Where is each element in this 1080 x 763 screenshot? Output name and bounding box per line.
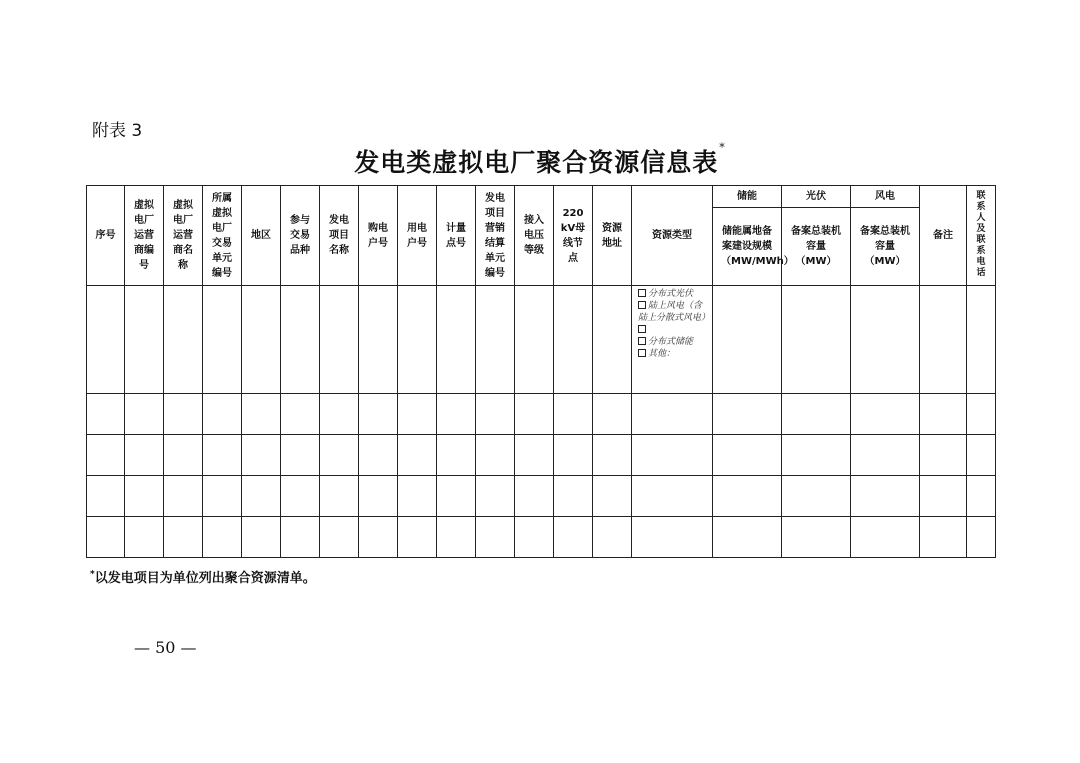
page-number: — 50 —: [134, 638, 197, 657]
document-title: [0, 143, 1080, 179]
header-operator-id: 虚拟电厂运营商编号: [125, 186, 164, 286]
header-resource-type: 资源类型: [632, 186, 713, 286]
header-serial: 序号: [87, 186, 125, 286]
header-remark: 备注: [920, 186, 967, 286]
option-blank[interactable]: [638, 324, 708, 336]
header-use-account: 用电户号: [398, 186, 437, 286]
header-contact: 联系人及联系电话: [967, 186, 996, 286]
header-trade-product: 参与交易品种: [281, 186, 320, 286]
header-region: 地区: [242, 186, 281, 286]
header-storage-group: 储能: [713, 186, 782, 208]
header-address: 资源地址: [593, 186, 632, 286]
header-pv-capacity: 备案总装机容量（MW）: [782, 208, 851, 286]
table-row: [87, 394, 996, 435]
header-bus-node: 220kV母线节点: [554, 186, 593, 286]
option-other[interactable]: 其他：: [638, 348, 708, 360]
option-distributed-pv[interactable]: 分布式光伏: [638, 288, 708, 300]
table-row: [87, 435, 996, 476]
checkbox-icon[interactable]: [638, 325, 646, 333]
table-row: [87, 476, 996, 517]
title-text: 发电类虚拟电厂聚合资源信息表: [354, 148, 719, 177]
option-distributed-storage[interactable]: 分布式储能: [638, 336, 708, 348]
header-settlement-unit-id: 发电项目营销结算单元编号: [476, 186, 515, 286]
footnote-text: 以发电项目为单位列出聚合资源清单。: [94, 571, 316, 586]
header-project-name: 发电项目名称: [320, 186, 359, 286]
resource-table: [86, 185, 996, 558]
header-meter-id: 计量点号: [437, 186, 476, 286]
resource-type-options: [632, 286, 713, 394]
title-footnote-mark: *: [719, 141, 726, 154]
header-trade-unit-id: 所属虚拟电厂交易单元编号: [203, 186, 242, 286]
header-buy-account: 购电户号: [359, 186, 398, 286]
header-wind-capacity: 备案总装机容量（MW）: [851, 208, 920, 286]
footnote: [90, 567, 316, 586]
appendix-label: 附表 3: [92, 121, 143, 141]
footnote-mark: *: [90, 569, 95, 580]
option-onshore-wind[interactable]: 陆上风电（含陆上分散式风电）: [638, 301, 711, 323]
checkbox-icon[interactable]: [638, 289, 646, 297]
header-operator-name: 虚拟电厂运营商名称: [164, 186, 203, 286]
checkbox-icon[interactable]: [638, 301, 646, 309]
header-voltage-level: 接入电压等级: [515, 186, 554, 286]
header-wind-group: 风电: [851, 186, 920, 208]
table-row: [87, 286, 996, 394]
checkbox-icon[interactable]: [638, 337, 646, 345]
header-pv-group: 光伏: [782, 186, 851, 208]
header-storage-scale: 储能属地备案建设规模（MW/MWh）: [713, 208, 782, 286]
checkbox-icon[interactable]: [638, 349, 646, 357]
table-row: [87, 517, 996, 558]
